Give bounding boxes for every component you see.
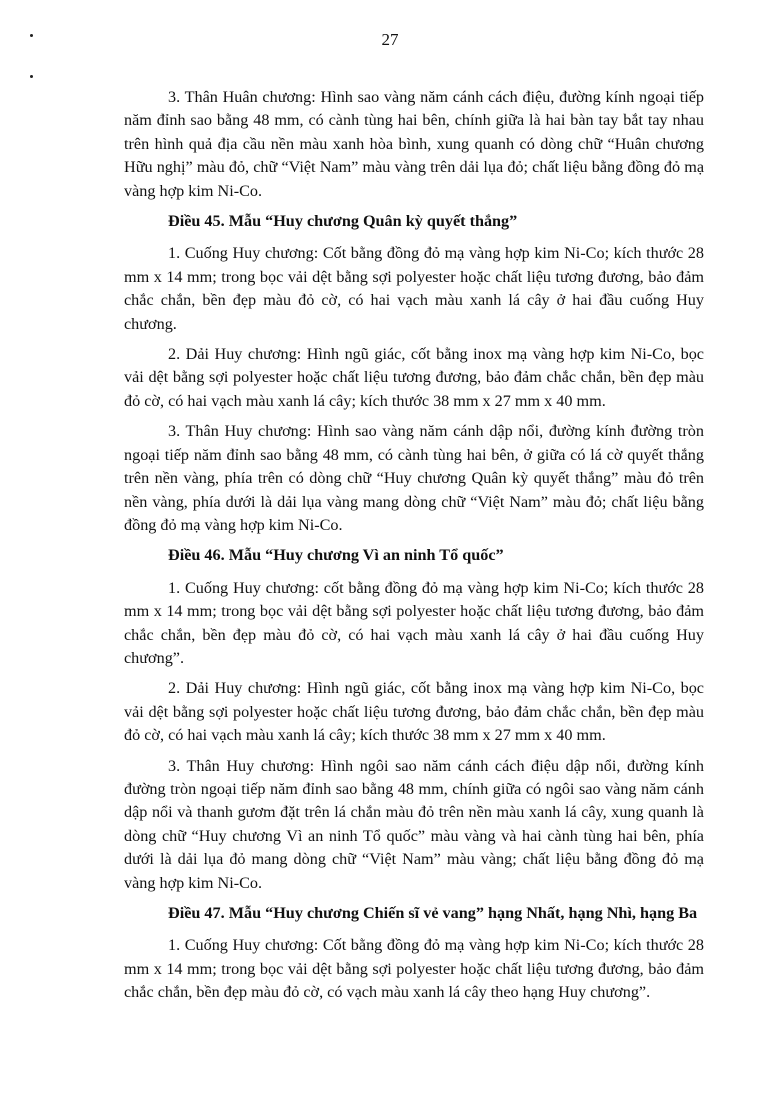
article-45-clause-2: 2. Dải Huy chương: Hình ngũ giác, cốt bằng inox mạ vàng hợp kim Ni-Co, bọc vải dệt bằng sợi polyester hoặc chất liệu tương đương, bảo đảm chắc chắn, bền đẹp màu đỏ cờ, có hai vạch màu xanh lá cây; kích thước 38 mm x 27 mm x 40 mm.: [124, 345, 704, 410]
article-47-clause-1: 1. Cuống Huy chương: Cốt bằng đồng đỏ mạ vàng hợp kim Ni-Co; kích thước 28 mm x 14 mm; trong bọc vải dệt bằng sợi polyester hoặc chất liệu tương đương, bảo đảm chắc chắn, bền đẹp màu đỏ cờ, có vạch màu xanh lá cây theo hạng Huy chương”.: [124, 936, 704, 1002]
article-45-clause-1: 1. Cuống Huy chương: Cốt bằng đồng đỏ mạ vàng hợp kim Ni-Co; kích thước 28 mm x 14 mm; trong bọc vải dệt bằng sợi polyester hoặc chất liệu tương đương, bảo đảm chắc chắn, bền đẹp màu đỏ cờ, có hai vạch màu xanh lá cây ở hai đầu cuống Huy chương.: [124, 244, 704, 333]
scan-mark-dot: [30, 75, 33, 78]
article-46-heading: Điều 46. Mẫu “Huy chương Vì an ninh Tổ quốc”: [168, 546, 504, 565]
article-44-clause-3: 3. Thân Huân chương: Hình sao vàng năm cánh cách điệu, đường kính ngoại tiếp năm đỉnh sao bằng 48 mm, có cành tùng hai bên, chính giữa là hai bàn tay bắt tay nhau trên hình quả địa cầu nền màu xanh hòa bình, xung quanh có dòng chữ “Huân chương Hữu nghị” màu đỏ, chữ “Việt Nam” màu vàng trên dải lụa đỏ; chất liệu bằng đồng đỏ mạ vàng hợp kim Ni-Co.: [124, 88, 704, 200]
article-46-clause-3: 3. Thân Huy chương: Hình ngôi sao năm cánh cách điệu dập nổi, đường kính đường tròn ngoại tiếp năm đỉnh sao bằng 48 mm, chính giữa có ngôi sao vàng năm cánh dập nổi và thanh gươm đặt trên lá chắn màu đỏ trên nền màu xanh lá cây, xung quanh là dòng chữ “Huy chương Vì an ninh Tổ quốc” màu vàng và hai cành tùng hai bên, phía dưới là dải lụa đỏ mang dòng chữ “Việt Nam” màu vàng; chất liệu bằng đồng đỏ mạ vàng hợp kim Ni-Co.: [124, 756, 704, 892]
article-46-clause-2: 2. Dải Huy chương: Hình ngũ giác, cốt bằng inox mạ vàng hợp kim Ni-Co, bọc vải dệt bằng sợi polyester hoặc chất liệu tương đương, bảo đảm chắc chắn, bền đẹp màu đỏ cờ, có hai vạch màu xanh lá cây; kích thước 38 mm x 27 mm x 40 mm.: [124, 679, 704, 745]
document-body: [124, 86, 704, 1012]
page-number: 27: [381, 30, 399, 49]
article-46-clause-1: 1. Cuống Huy chương: cốt bằng đồng đỏ mạ vàng hợp kim Ni-Co; kích thước 28 mm x 14 mm; trong bọc vải dệt bằng sợi polyester hoặc chất liệu tương đương, bảo đảm chắc chắn, bền đẹp màu đỏ cờ, có hai vạch màu xanh lá cây ở hai đầu cuống Huy chương”.: [124, 578, 704, 667]
article-45-clause-3: 3. Thân Huy chương: Hình sao vàng năm cánh dập nổi, đường kính đường tròn ngoại tiếp năm đỉnh sao bằng 48 mm, có cành tùng hai bên, ở giữa có lá cờ quyết thắng trên nền vàng, phía trên có dòng chữ “Huy chương Quân kỳ quyết thắng” màu đỏ trên nền vàng, phía dưới là dải lụa vàng mang dòng chữ “Việt Nam” màu đỏ; chất liệu bằng đồng đỏ mạ vàng hợp kim Ni-Co.: [124, 422, 704, 534]
scan-mark-dot: [30, 34, 33, 37]
article-45-heading: Điều 45. Mẫu “Huy chương Quân kỳ quyết thắng”: [168, 212, 518, 231]
article-47-heading: Điều 47. Mẫu “Huy chương Chiến sĩ vẻ vang” hạng Nhất, hạng Nhì, hạng Ba: [168, 904, 698, 922]
